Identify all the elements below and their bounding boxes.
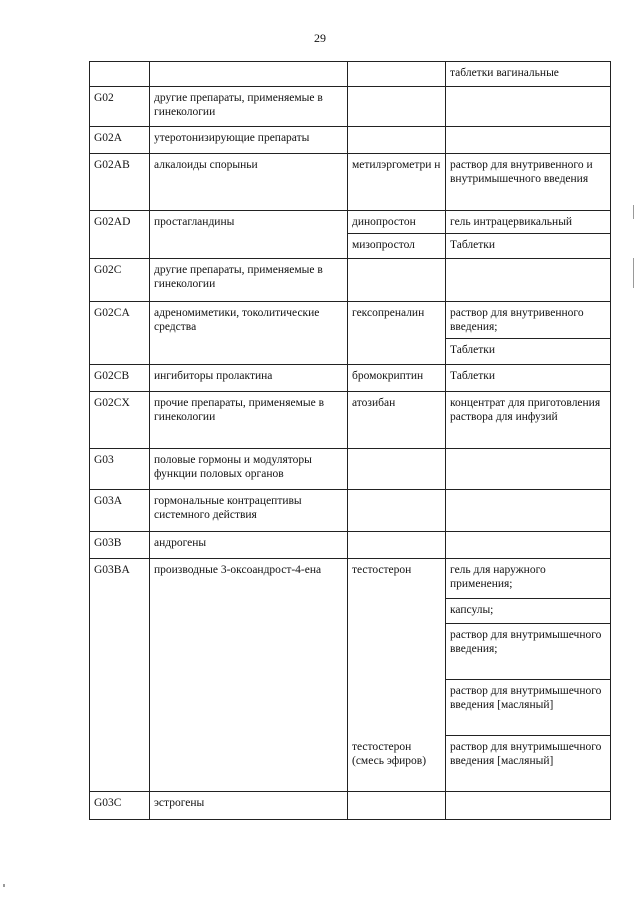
table-row (90, 792, 611, 820)
atc-code-cell: G03A (90, 490, 150, 532)
dosage-form-cell (446, 87, 611, 127)
atc-code-cell: G03 (90, 449, 150, 490)
atc-code-cell: G03C (90, 792, 150, 820)
dosage-form-cell: капсулы; (446, 599, 611, 624)
substance-cell (348, 490, 446, 532)
substance-cell (348, 792, 446, 820)
dosage-form-cell (446, 532, 611, 559)
substance-cell: мизопростол (348, 234, 446, 259)
table-row (90, 532, 611, 559)
atc-code-cell: G02CB (90, 365, 150, 392)
atc-code-cell: G02AB (90, 154, 150, 211)
table-row (90, 559, 611, 599)
substance-cell (348, 449, 446, 490)
group-name-cell: простагландины (150, 211, 348, 259)
dosage-form-cell (446, 259, 611, 302)
atc-code-cell: G02AD (90, 211, 150, 259)
group-name-cell: другие препараты, применяемые в гинекологии (150, 259, 348, 302)
table-row (90, 302, 611, 339)
atc-code-cell: G03B (90, 532, 150, 559)
dosage-form-cell (446, 490, 611, 532)
table-row (90, 259, 611, 302)
table-row (90, 62, 611, 87)
dosage-form-cell: гель для наружного применения; (446, 559, 611, 599)
dosage-form-cell (446, 127, 611, 154)
dosage-form-cell: раствор для внутримышечного введения; (446, 624, 611, 680)
table-row (90, 211, 611, 234)
substance-cell (348, 259, 446, 302)
substance-cell: тестостерон (смесь эфиров) (348, 736, 446, 792)
group-name-cell: алкалоиды спорыньи (150, 154, 348, 211)
table-row (90, 392, 611, 449)
atc-code-cell: G02CX (90, 392, 150, 449)
group-name-cell: гормональные контрацептивы системного действия (150, 490, 348, 532)
dosage-form-cell: раствор для внутривенного введения; (446, 302, 611, 339)
dosage-form-cell (446, 449, 611, 490)
substance-cell (348, 87, 446, 127)
atc-code-cell: G02C (90, 259, 150, 302)
group-name-cell: эстрогены (150, 792, 348, 820)
table-row (90, 127, 611, 154)
scan-artifact (633, 205, 634, 219)
group-name-cell: производные 3-оксоандрост-4-ена (150, 559, 348, 792)
scan-artifact (633, 258, 634, 288)
dosage-form-cell (446, 792, 611, 820)
group-name-cell: половые гормоны и модуляторы функции половых органов (150, 449, 348, 490)
substance-cell: гексопреналин (348, 302, 446, 365)
group-name-cell (150, 62, 348, 87)
group-name-cell: андрогены (150, 532, 348, 559)
atc-code-cell: G02CA (90, 302, 150, 365)
substance-cell (348, 127, 446, 154)
table-row (90, 154, 611, 211)
substance-cell: динопростон (348, 211, 446, 234)
substance-cell (348, 62, 446, 87)
page-number: 29 (314, 31, 326, 45)
atc-code-cell: G02 (90, 87, 150, 127)
dosage-form-cell: раствор для внутримышечного введения [масляный] (446, 680, 611, 736)
group-name-cell: прочие препараты, применяемые в гинекологии (150, 392, 348, 449)
group-name-cell: адреномиметики, токолитические средства (150, 302, 348, 365)
drug-classification-table (89, 61, 611, 820)
dosage-form-cell: Таблетки (446, 339, 611, 365)
scan-artifact (3, 884, 5, 887)
dosage-form-cell: раствор для внутривенного и внутримышечного введения (446, 154, 611, 211)
atc-code-cell: G02A (90, 127, 150, 154)
dosage-form-cell: Таблетки (446, 234, 611, 259)
group-name-cell: утеротонизирующие препараты (150, 127, 348, 154)
table-row (90, 87, 611, 127)
substance-cell: метилэргометри н (348, 154, 446, 211)
dosage-form-cell: таблетки вагинальные (446, 62, 611, 87)
substance-cell: бромокриптин (348, 365, 446, 392)
table-row (90, 365, 611, 392)
dosage-form-cell: Таблетки (446, 365, 611, 392)
table-row (90, 490, 611, 532)
substance-cell (348, 532, 446, 559)
dosage-form-cell: раствор для внутримышечного введения [масляный] (446, 736, 611, 792)
atc-code-cell (90, 62, 150, 87)
group-name-cell: ингибиторы пролактина (150, 365, 348, 392)
dosage-form-cell: гель интрацервикальный (446, 211, 611, 234)
atc-code-cell: G03BA (90, 559, 150, 792)
substance-cell: тестостерон (348, 559, 446, 736)
group-name-cell: другие препараты, применяемые в гинекологии (150, 87, 348, 127)
substance-cell: атозибан (348, 392, 446, 449)
table-row (90, 449, 611, 490)
dosage-form-cell: концентрат для приготовления раствора для инфузий (446, 392, 611, 449)
